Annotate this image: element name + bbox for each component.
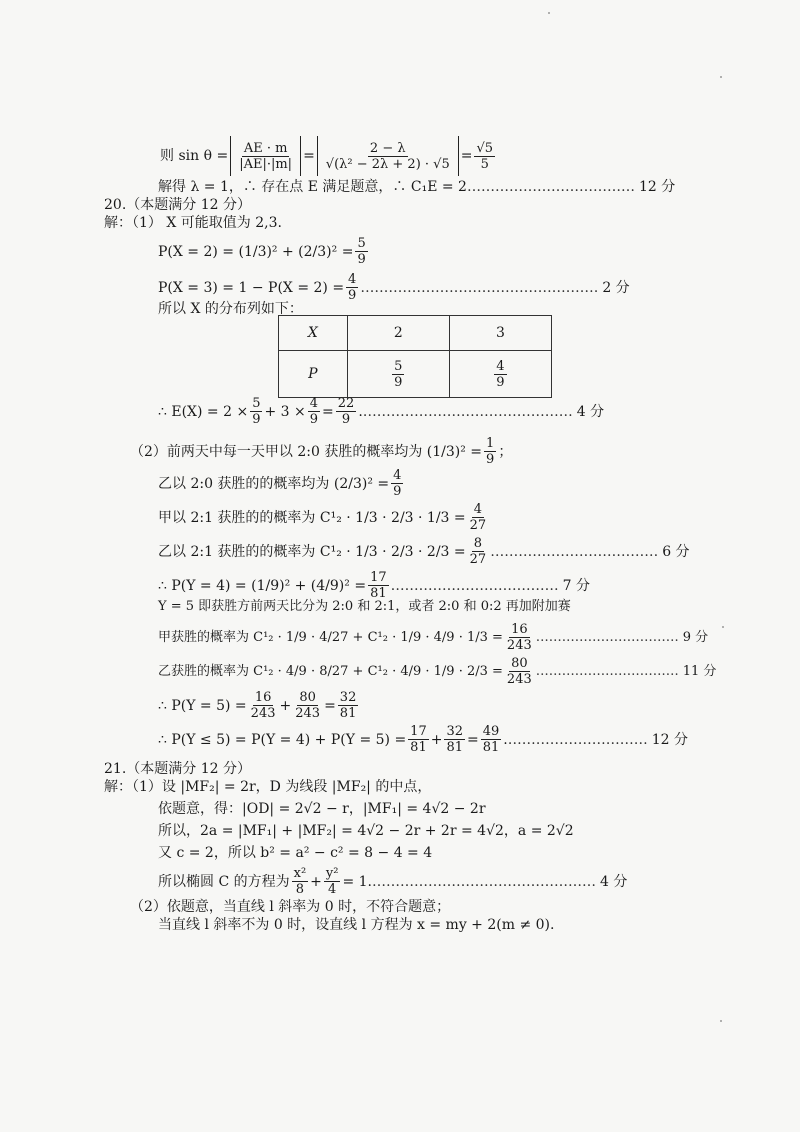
frac-num: x² <box>293 866 307 881</box>
score-mark: 9 分 <box>682 629 709 645</box>
part2-line2 <box>158 468 405 499</box>
px3-num: 4 <box>348 272 357 287</box>
frac-den: 243 <box>506 672 532 687</box>
lambda-denominator: √(λ² − 2λ + 2) · √5 <box>325 156 450 172</box>
part2-text: （2）前两天中每一天甲以 2:0 获胜的概率均为 (1/3)² = <box>130 443 483 460</box>
ellipse-eq-line <box>158 866 627 897</box>
dot-leader: ……………………………… <box>490 543 659 560</box>
frac-den: 8 <box>295 882 305 897</box>
abs-bracket-2 <box>317 136 459 176</box>
frac-den: 27 <box>469 518 487 533</box>
part2-text: 甲以 2:1 获胜的的概率为 C¹₂ · 1/3 · 2/3 · 1/3 = <box>158 509 466 526</box>
punct: ； <box>498 443 513 460</box>
equals-sign: = <box>322 403 334 420</box>
frac-den: 81 <box>482 740 500 755</box>
lambda-solution-text: 解得 λ = 1，∴ 存在点 E 满足题意，∴ C₁E = 2 <box>158 179 467 195</box>
frac-num: 80 <box>299 690 316 705</box>
frac-den: 243 <box>295 706 321 721</box>
table-header-p: P <box>279 351 348 398</box>
q21-part2-line1 <box>130 898 450 916</box>
q21-part2-line2 <box>158 916 554 934</box>
py-le5-expr: ∴ P(Y ≤ 5) = P(Y = 4) + P(Y = 5) = <box>158 731 407 748</box>
frac-num: 4 <box>393 468 402 483</box>
frac-den: 9 <box>341 412 351 427</box>
frac-den: 9 <box>309 412 319 427</box>
q21-text: 所以，2a = |MF₁| + |MF₂| = 4√2 − 2r + 2r = 4√2，a = 2√2 <box>158 823 574 839</box>
yi-win-expr: 乙获胜的概率为 C¹₂ · 4/9 · 8/27 + C¹₂ · 4/9 · 1/9 · 2/3 = <box>158 663 503 679</box>
jia-win-line <box>158 622 708 653</box>
dot-leader: …………………………… <box>535 629 679 645</box>
score-mark: 12 分 <box>638 179 676 195</box>
q21-text: 依题意，得：|OD| = 2√2 − r，|MF₁| = 4√2 − 2r <box>158 801 486 817</box>
equals-sign: = <box>460 148 473 164</box>
q21-text: 又 c = 2，所以 b² = a² − c² = 8 − 4 = 4 <box>158 845 433 861</box>
result-numerator: √5 <box>476 140 494 156</box>
equals-sign: = <box>303 148 315 164</box>
part2-text: 乙以 2:1 获胜的的概率为 C¹₂ · 1/3 · 2/3 · 2/3 = <box>158 543 466 560</box>
jia-win-expr: 甲获胜的概率为 C¹₂ · 1/9 · 4/27 + C¹₂ · 1/9 · 4/9 · 1/3 = <box>158 629 503 645</box>
sin-theta-label: 则 sin θ = <box>160 148 229 164</box>
px2-expr: P(X = 2) = (1/3)² + (2/3)² = <box>158 243 354 260</box>
abs-bracket-1 <box>230 136 301 176</box>
distribution-table <box>278 315 552 398</box>
vector-dot-numerator: AE · m <box>243 140 288 156</box>
yi-win-line <box>158 656 716 687</box>
score-mark: 7 分 <box>562 577 590 594</box>
px2-line <box>158 236 370 267</box>
score-mark: 6 分 <box>662 543 690 560</box>
part2-line3 <box>158 502 490 533</box>
q20-heading <box>104 196 251 214</box>
frac-den: 243 <box>506 638 532 653</box>
operator: + 3 × <box>264 403 306 420</box>
frac-num: 49 <box>482 724 500 739</box>
frac-den: 9 <box>486 452 495 467</box>
table-row <box>279 351 552 398</box>
dot-leader: ………………………………………… <box>372 873 597 890</box>
dot-leader: …………………………………………… <box>360 279 599 296</box>
frac-num: 1 <box>486 436 495 451</box>
px2-num: 5 <box>357 236 366 251</box>
prob-num: 4 <box>496 358 505 374</box>
frac-num: 80 <box>511 656 528 671</box>
frac-num: 16 <box>254 690 272 705</box>
period: . <box>358 403 363 420</box>
dot-leader: ……………………………… <box>390 577 559 594</box>
q21-heading <box>104 760 251 778</box>
py4-line <box>158 570 590 601</box>
equals-sign: = <box>324 697 336 714</box>
q21-part1-line1 <box>104 778 431 796</box>
frac-den: 4 <box>328 882 337 897</box>
q21-part1-line4 <box>158 844 432 862</box>
y5-explain <box>158 598 571 616</box>
prob-num: 5 <box>394 358 403 374</box>
table-row <box>279 316 552 351</box>
operator: + <box>279 697 292 714</box>
q21-text: （2）依题意，当直线 l 斜率为 0 时，不符合题意； <box>130 899 451 915</box>
table-cell: 2 <box>347 316 449 351</box>
frac-num: 32 <box>339 690 357 705</box>
frac-den: 243 <box>250 706 276 721</box>
py4-expr: ∴ P(Y = 4) = (1/9)² + (4/9)² = <box>158 577 367 594</box>
operator: + <box>430 731 443 748</box>
score-mark: 11 分 <box>682 663 717 679</box>
table-header-x: X <box>279 316 348 351</box>
px3-expr: P(X = 3) = 1 − P(X = 2) = <box>158 279 345 296</box>
frac-den: 27 <box>469 552 487 567</box>
table-cell: 3 <box>449 316 551 351</box>
q21-heading-text: 21.（本题满分 12 分） <box>104 761 251 777</box>
frac-den: 9 <box>252 412 261 427</box>
operator: + <box>310 873 322 890</box>
py-le5-line <box>158 724 688 755</box>
frac-num: y² <box>325 866 339 881</box>
frac-num: 17 <box>410 724 427 739</box>
lambda-numerator: 2 − λ <box>369 140 406 156</box>
lambda-solution-line <box>158 178 675 196</box>
frac-den: 81 <box>339 706 357 721</box>
score-mark: 12 分 <box>651 731 688 748</box>
part2-line1 <box>130 436 512 467</box>
period: . <box>503 731 508 748</box>
frac-den: 81 <box>446 740 463 755</box>
table-cell <box>449 351 551 398</box>
part2-line4 <box>158 536 690 567</box>
score-mark: 4 分 <box>576 403 605 420</box>
sin-theta-line <box>160 136 497 176</box>
frac-den: 9 <box>393 484 402 499</box>
q21-text: 解：（1）设 |MF₂| = 2r，D 为线段 |MF₂| 的中点， <box>104 779 432 795</box>
px3-line <box>158 272 630 303</box>
px3-den: 9 <box>348 288 357 303</box>
part2-text: 乙以 2:0 获胜的的概率均为 (2/3)² = <box>158 475 390 492</box>
expectation-expr: ∴ E(X) = 2 × <box>158 403 249 420</box>
frac-den: 81 <box>370 586 387 601</box>
py5-expr: ∴ P(Y = 5) = <box>158 697 247 714</box>
px2-den: 9 <box>357 252 366 267</box>
prob-den: 9 <box>496 374 505 390</box>
dist-intro-text: 所以 X 的分布列如下： <box>158 301 303 317</box>
ellipse-eq-end: = 1. <box>342 873 373 890</box>
scan-speck <box>720 1020 722 1022</box>
frac-num: 4 <box>309 396 319 411</box>
q21-part1-line2 <box>158 800 486 818</box>
frac-num: 32 <box>446 724 463 739</box>
score-mark: 2 分 <box>602 279 630 296</box>
ellipse-eq-text: 所以椭圆 C 的方程为 <box>158 873 290 890</box>
frac-num: 22 <box>337 396 355 411</box>
scan-speck <box>548 12 550 14</box>
frac-num: 16 <box>511 622 528 637</box>
q20-heading-text: 20.（本题满分 12 分） <box>104 197 251 213</box>
py5-line <box>158 690 360 721</box>
dot-leader: …………………………… <box>535 663 679 679</box>
q21-part1-line3 <box>158 822 574 840</box>
score-mark: 4 分 <box>600 873 628 890</box>
result-denominator: 5 <box>480 156 489 172</box>
vector-norm-denominator: |AE|·|m| <box>239 156 293 172</box>
prob-den: 9 <box>394 374 403 390</box>
dot-leader: ……………………………… <box>466 179 635 195</box>
q20-part1-text: 解：（1） X 可能取值为 2,3. <box>104 215 282 231</box>
dot-leader: ……………………………………… <box>362 403 573 420</box>
frac-num: 8 <box>473 536 483 551</box>
q21-text: 当直线 l 斜率不为 0 时，设直线 l 方程为 x = my + 2(m ≠ 0). <box>158 917 555 933</box>
expectation-line <box>158 396 604 427</box>
frac-num: 17 <box>370 570 387 585</box>
q20-part1-intro <box>104 214 282 232</box>
scan-speck <box>722 626 724 628</box>
scan-speck <box>720 76 722 78</box>
frac-num: 4 <box>473 502 483 517</box>
frac-den: 81 <box>410 740 427 755</box>
equals-sign: = <box>467 731 479 748</box>
y5-explain-text: Y = 5 即获胜方前两天比分为 2:0 和 2:1，或者 2:0 和 0:2 再加附加赛 <box>158 599 571 614</box>
frac-num: 5 <box>252 396 261 411</box>
dot-leader: ………………………… <box>507 731 648 748</box>
table-cell <box>347 351 449 398</box>
